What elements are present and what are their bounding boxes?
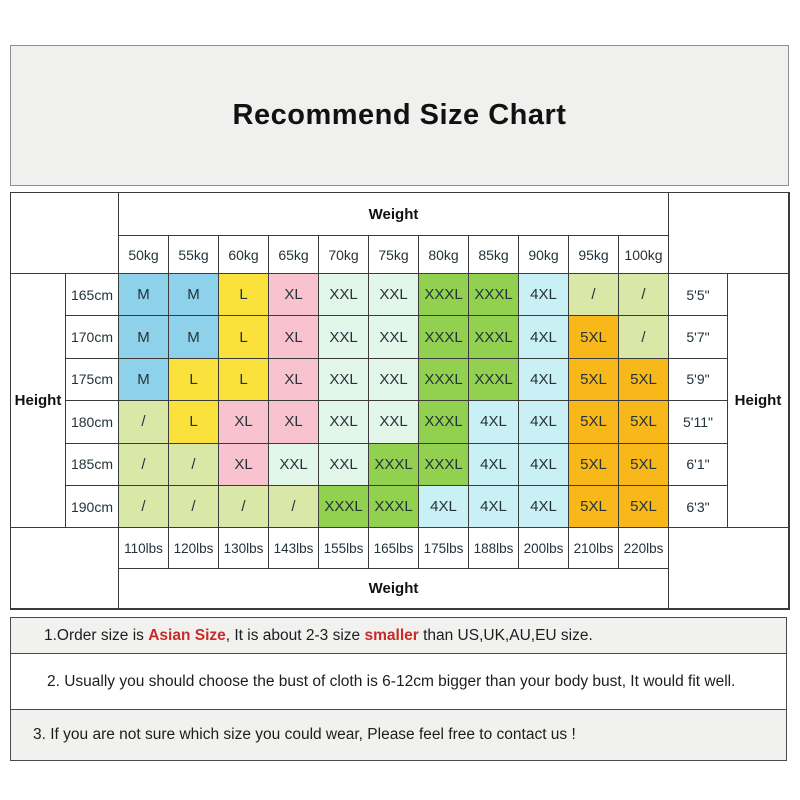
weight-lbs-cell: 130lbs <box>219 528 269 569</box>
size-cell: / <box>619 274 669 316</box>
size-cell: / <box>119 444 169 486</box>
weight-kg-cell: 80kg <box>419 236 469 274</box>
weight-lbs-cell: 220lbs <box>619 528 669 569</box>
weight-kg-cell: 100kg <box>619 236 669 274</box>
size-cell: / <box>569 274 619 316</box>
size-cell: 4XL <box>519 444 569 486</box>
size-cell: M <box>119 274 169 316</box>
size-cell: / <box>219 486 269 528</box>
page-title: Recommend Size Chart <box>232 99 567 131</box>
note-text-segment: 3. If you are not sure which size you could wear, Please feel free to contact us ! <box>33 726 576 743</box>
size-cell: L <box>169 359 219 401</box>
size-cell: XXXL <box>419 359 469 401</box>
size-cell: XXL <box>369 401 419 443</box>
height-cm-cell: 185cm <box>66 444 119 486</box>
size-cell: 4XL <box>519 359 569 401</box>
size-cell: L <box>219 274 269 316</box>
weight-lbs-cell: 200lbs <box>519 528 569 569</box>
size-cell: 5XL <box>619 401 669 443</box>
size-cell: XXL <box>319 444 369 486</box>
weight-kg-cell: 50kg <box>119 236 169 274</box>
size-cell: 4XL <box>519 486 569 528</box>
size-cell: XXL <box>269 444 319 486</box>
size-cell: M <box>169 316 219 358</box>
weight-kg-cell: 55kg <box>169 236 219 274</box>
weight-lbs-cell: 165lbs <box>369 528 419 569</box>
size-cell: 4XL <box>519 316 569 358</box>
size-cell: 4XL <box>519 274 569 316</box>
size-cell: L <box>169 401 219 443</box>
size-cell: XL <box>269 359 319 401</box>
corner-cell-top-right <box>669 193 789 274</box>
note-text-segment: than US,UK,AU,EU size. <box>418 626 593 644</box>
note-bust-advice <box>10 653 787 710</box>
weight-kg-cell: 60kg <box>219 236 269 274</box>
corner-cell-top-left <box>11 193 119 274</box>
weight-footer-cell: Weight <box>119 569 669 609</box>
weight-kg-cell: 75kg <box>369 236 419 274</box>
size-cell: 4XL <box>469 401 519 443</box>
size-cell: XXXL <box>419 274 469 316</box>
title-box <box>10 45 789 186</box>
size-cell: XL <box>219 444 269 486</box>
size-cell: L <box>219 359 269 401</box>
size-cell: XXXL <box>469 359 519 401</box>
note-text-segment: smaller <box>364 626 419 644</box>
note-text-segment: 1.Order size is <box>44 626 149 644</box>
size-cell: XXL <box>319 316 369 358</box>
note-text-segment: , It is about 2-3 size <box>225 626 365 644</box>
size-cell: / <box>269 486 319 528</box>
size-cell: XXXL <box>369 486 419 528</box>
size-cell: / <box>169 444 219 486</box>
height-cm-cell: 170cm <box>66 316 119 358</box>
weight-kg-cell: 70kg <box>319 236 369 274</box>
size-cell: 4XL <box>519 401 569 443</box>
size-cell: L <box>219 316 269 358</box>
note-asian-size <box>10 617 787 654</box>
size-cell: XXXL <box>419 401 469 443</box>
height-ft-cell: 6'3" <box>669 486 728 528</box>
note-text-segment: 2. Usually you should choose the bust of cloth is 6-12cm bigger than your body bust, It would fit well. <box>47 672 736 690</box>
weight-lbs-cell: 175lbs <box>419 528 469 569</box>
size-cell: XXL <box>319 274 369 316</box>
size-cell: XXXL <box>469 274 519 316</box>
size-cell: XXL <box>369 359 419 401</box>
size-cell: / <box>119 401 169 443</box>
size-cell: / <box>169 486 219 528</box>
size-cell: XL <box>219 401 269 443</box>
size-cell: XXL <box>369 316 419 358</box>
size-cell: XL <box>269 401 319 443</box>
size-chart-table <box>10 192 790 610</box>
weight-lbs-cell: 143lbs <box>269 528 319 569</box>
size-cell: XXXL <box>319 486 369 528</box>
height-cm-cell: 180cm <box>66 401 119 443</box>
size-cell: 5XL <box>619 359 669 401</box>
size-cell: XXXL <box>419 316 469 358</box>
size-cell: XXL <box>319 359 369 401</box>
size-cell: 4XL <box>419 486 469 528</box>
size-cell: 5XL <box>569 444 619 486</box>
size-cell: M <box>169 274 219 316</box>
size-cell: 5XL <box>569 401 619 443</box>
weight-lbs-cell: 110lbs <box>119 528 169 569</box>
corner-cell-bottom-left <box>11 528 119 609</box>
size-cell: M <box>119 359 169 401</box>
size-cell: XXXL <box>419 444 469 486</box>
height-cm-cell: 175cm <box>66 359 119 401</box>
weight-kg-cell: 85kg <box>469 236 519 274</box>
weight-header-cell: Weight <box>119 193 669 236</box>
height-ft-cell: 5'5" <box>669 274 728 316</box>
size-cell: 5XL <box>569 486 619 528</box>
size-cell: / <box>619 316 669 358</box>
size-cell: XXL <box>369 274 419 316</box>
size-cell: 4XL <box>469 486 519 528</box>
height-ft-cell: 6'1" <box>669 444 728 486</box>
size-cell: 5XL <box>569 359 619 401</box>
size-cell: XL <box>269 316 319 358</box>
height-cm-cell: 190cm <box>66 486 119 528</box>
size-cell: 4XL <box>469 444 519 486</box>
size-cell: 5XL <box>569 316 619 358</box>
note-text-segment: Asian Size <box>148 626 226 644</box>
height-label-right: Height <box>728 274 789 528</box>
height-cm-cell: 165cm <box>66 274 119 316</box>
weight-kg-cell: 95kg <box>569 236 619 274</box>
weight-lbs-cell: 155lbs <box>319 528 369 569</box>
size-cell: M <box>119 316 169 358</box>
corner-cell-bottom-right <box>669 528 789 609</box>
height-ft-cell: 5'11" <box>669 401 728 443</box>
weight-lbs-cell: 120lbs <box>169 528 219 569</box>
weight-kg-cell: 90kg <box>519 236 569 274</box>
size-cell: / <box>119 486 169 528</box>
size-cell: 5XL <box>619 486 669 528</box>
weight-lbs-cell: 210lbs <box>569 528 619 569</box>
size-cell: XXL <box>319 401 369 443</box>
size-cell: XL <box>269 274 319 316</box>
weight-kg-cell: 65kg <box>269 236 319 274</box>
size-cell: XXXL <box>469 316 519 358</box>
note-contact-us <box>10 709 787 761</box>
size-cell: 5XL <box>619 444 669 486</box>
height-ft-cell: 5'7" <box>669 316 728 358</box>
size-cell: XXXL <box>369 444 419 486</box>
weight-lbs-cell: 188lbs <box>469 528 519 569</box>
height-ft-cell: 5'9" <box>669 359 728 401</box>
height-label-left: Height <box>11 274 66 528</box>
